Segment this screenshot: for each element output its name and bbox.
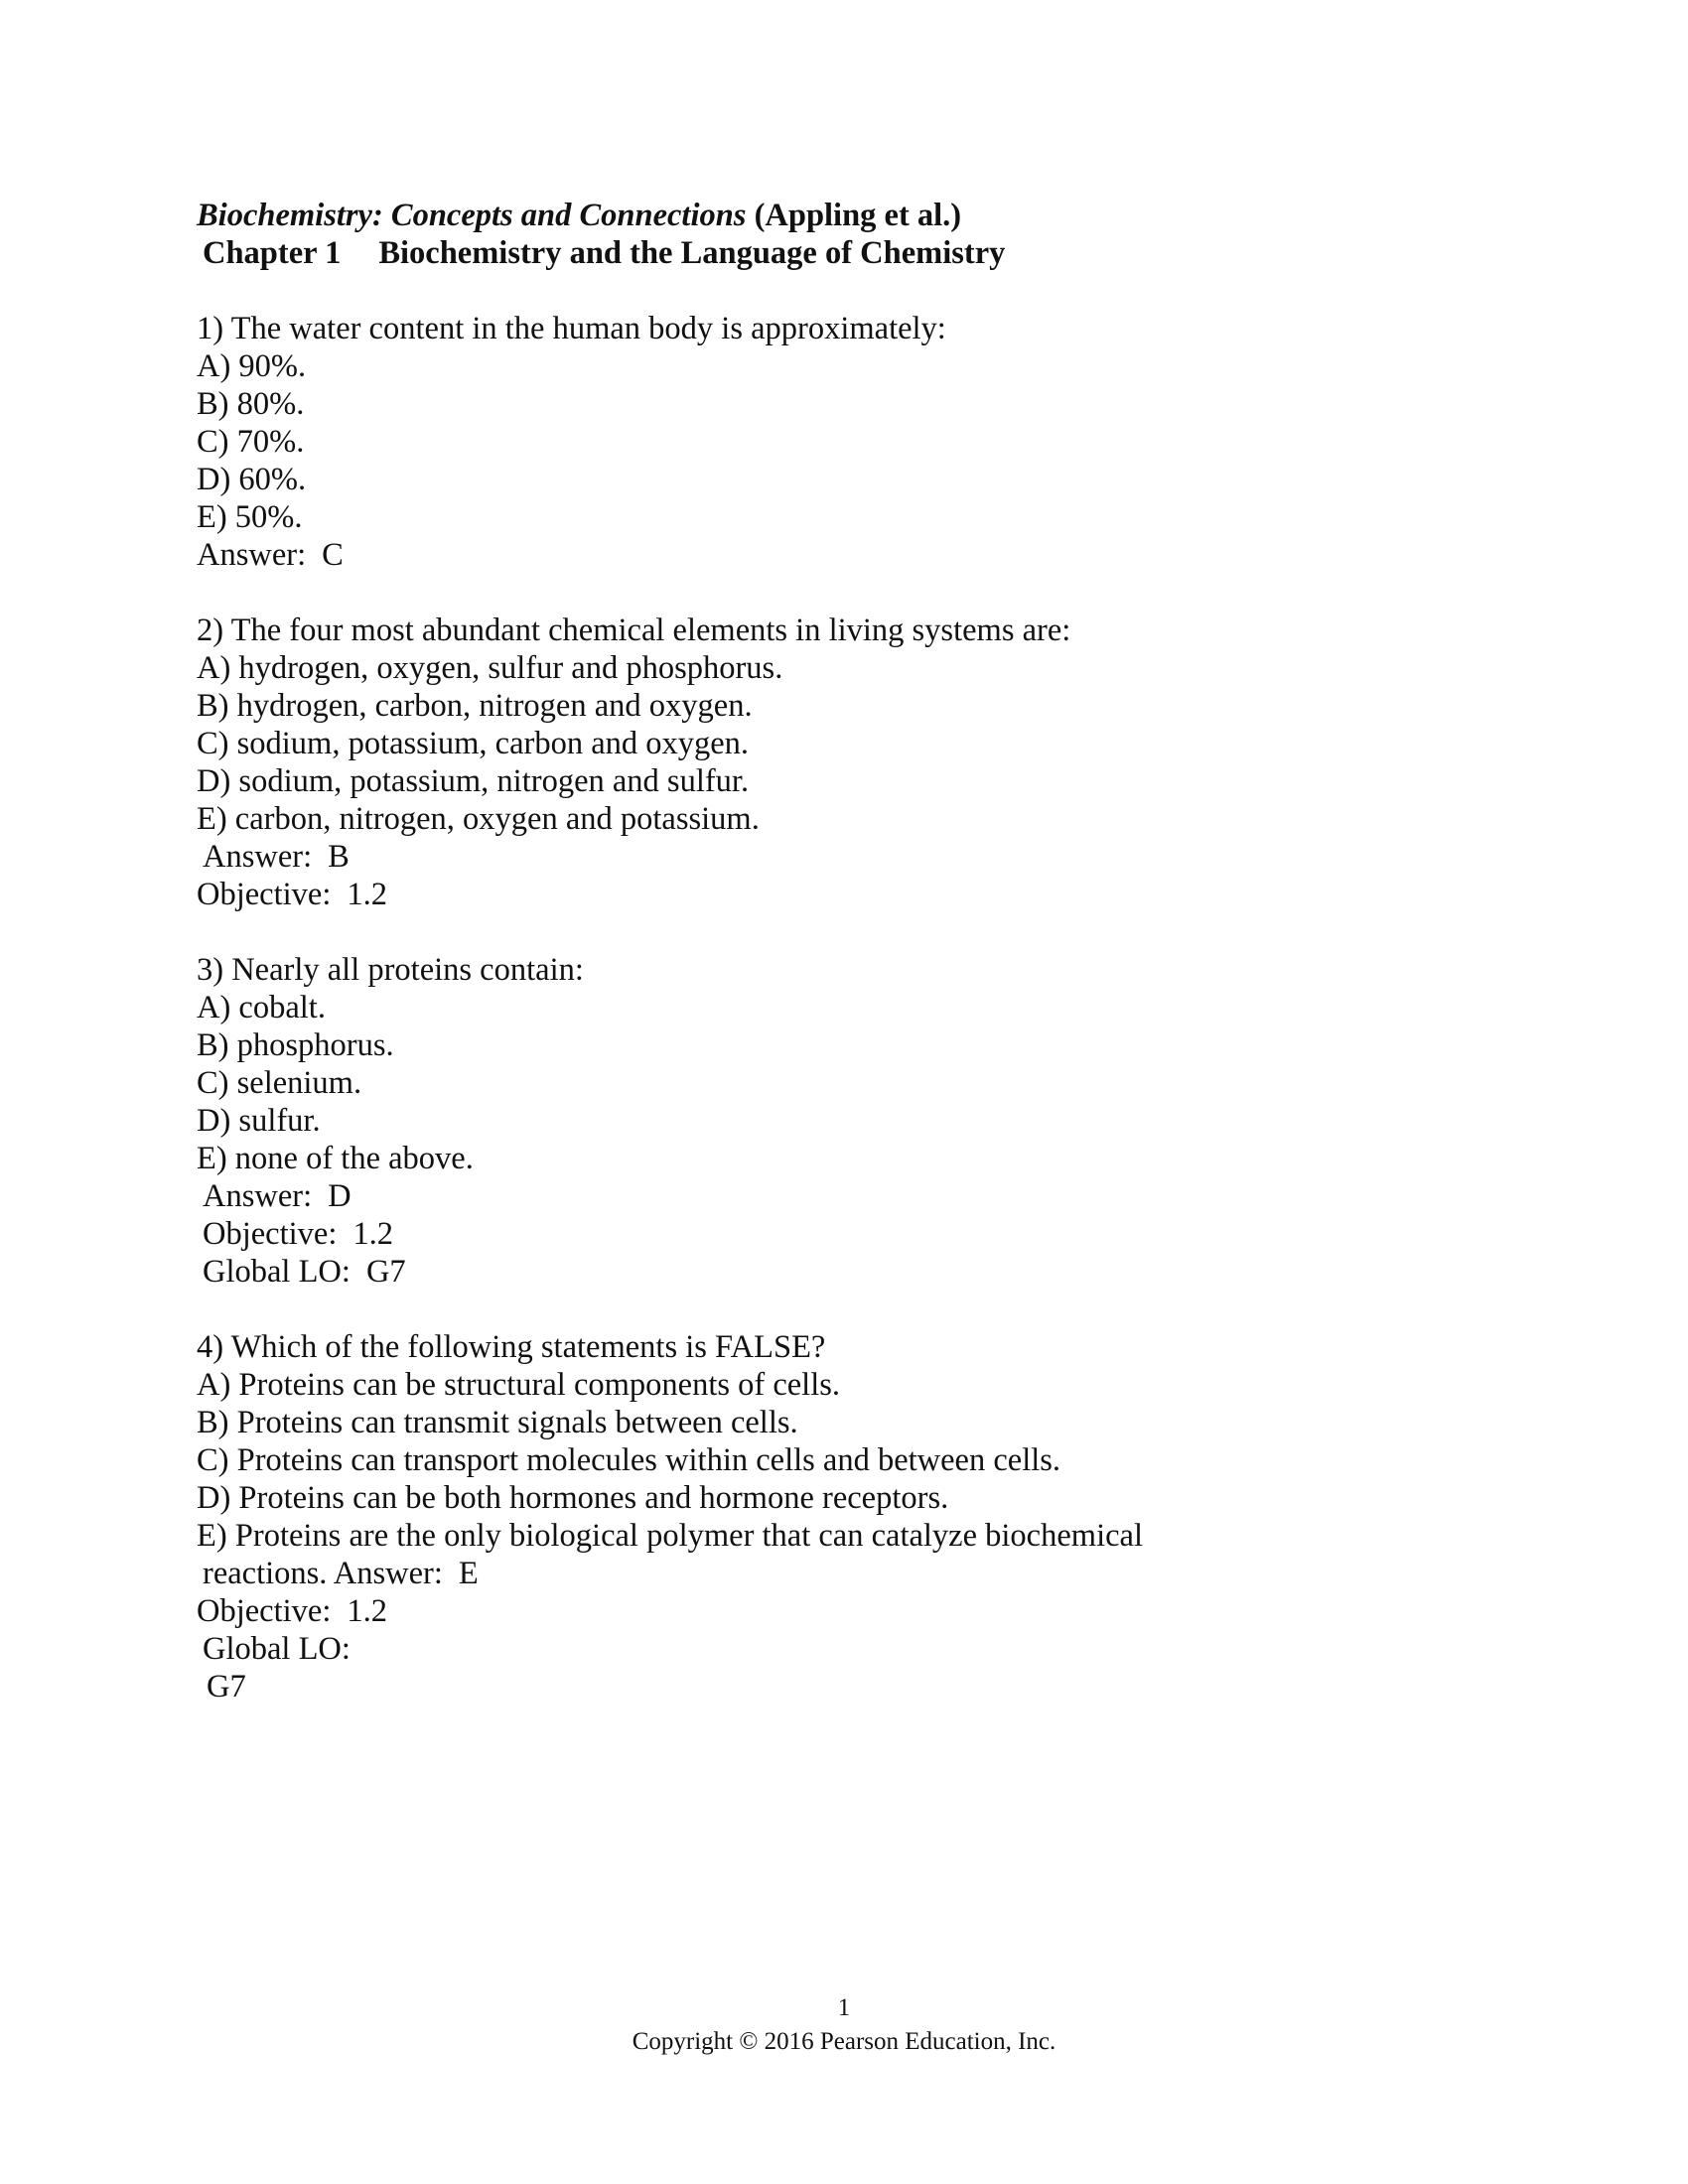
answer-label: Answer: xyxy=(333,1556,443,1591)
question-1 xyxy=(197,310,1487,574)
answer-option: D) sulfur. xyxy=(197,1103,321,1139)
answer-option: E) 50%. xyxy=(197,499,303,535)
answer-option: B) hydrogen, carbon, nitrogen and oxygen. xyxy=(197,688,753,724)
chapter-heading xyxy=(197,234,1487,272)
chapter-label: Chapter 1 xyxy=(203,235,342,271)
answer-value: D xyxy=(328,1178,352,1214)
answer-label: Answer: xyxy=(203,839,313,875)
answer-option: A) 90%. xyxy=(197,348,307,384)
page-content xyxy=(197,197,1487,1706)
page-number: 1 xyxy=(837,1994,851,2021)
answer-line xyxy=(197,1555,1487,1592)
answer-value: E xyxy=(458,1556,479,1591)
answer-option: A) Proteins can be structural components of cells. xyxy=(197,1367,841,1403)
answer-option: B) 80%. xyxy=(197,386,305,422)
objective-value: 1.2 xyxy=(347,1593,387,1629)
objective-line xyxy=(197,876,1487,913)
answer-line xyxy=(197,838,1487,876)
answer-option: A) hydrogen, oxygen, sulfur and phosphorus. xyxy=(197,650,783,686)
global-lo-line xyxy=(197,1253,1487,1291)
question-prompt: 3) Nearly all proteins contain: xyxy=(197,952,584,988)
answer-option: E) none of the above. xyxy=(197,1141,474,1176)
objective-value: 1.2 xyxy=(347,877,387,912)
answer-option: D) 60%. xyxy=(197,462,307,497)
chapter-title: Biochemistry and the Language of Chemistry xyxy=(378,235,1006,271)
global-lo-label: Global LO: xyxy=(203,1631,351,1667)
answer-option: E) Proteins are the only biological polymer that can catalyze biochemical xyxy=(197,1518,1143,1554)
objective-line xyxy=(197,1215,1487,1253)
answer-label: Answer: xyxy=(203,1178,313,1214)
book-title: Biochemistry: Concepts and Connections xyxy=(197,198,747,233)
answer-value: C xyxy=(322,537,344,573)
answer-option: A) cobalt. xyxy=(197,990,326,1025)
answer-value: B xyxy=(328,839,350,875)
answer-option: C) selenium. xyxy=(197,1065,362,1101)
objective-value: 1.2 xyxy=(352,1216,393,1252)
answer-label: Answer: xyxy=(197,537,307,573)
question-prompt: 4) Which of the following statements is FALSE? xyxy=(197,1329,826,1365)
answer-option: C) 70%. xyxy=(197,424,305,460)
answer-line xyxy=(197,536,1487,574)
answer-option: D) Proteins can be both hormones and hormone receptors. xyxy=(197,1480,949,1516)
answer-option: C) sodium, potassium, carbon and oxygen. xyxy=(197,726,750,761)
question-prompt: 1) The water content in the human body is approximately: xyxy=(197,311,946,346)
answer-option: B) Proteins can transmit signals between cells. xyxy=(197,1405,798,1440)
objective-label: Objective: xyxy=(197,877,332,912)
copyright-notice: Copyright © 2016 Pearson Education, Inc. xyxy=(632,2028,1056,2055)
objective-label: Objective: xyxy=(203,1216,338,1252)
answer-option: E) carbon, nitrogen, oxygen and potassium. xyxy=(197,801,760,837)
question-prompt: 2) The four most abundant chemical elements in living systems are: xyxy=(197,613,1071,648)
answer-option: C) Proteins can transport molecules within cells and between cells. xyxy=(197,1442,1061,1478)
question-2 xyxy=(197,612,1487,913)
global-lo-value: G7 xyxy=(207,1669,246,1705)
answer-line xyxy=(197,1177,1487,1215)
answer-option: B) phosphorus. xyxy=(197,1027,394,1063)
book-title-line xyxy=(197,197,1487,234)
global-lo-label: Global LO: xyxy=(203,1254,351,1290)
option-continuation: reactions. xyxy=(203,1556,328,1591)
answer-option: D) sodium, potassium, nitrogen and sulfur. xyxy=(197,763,750,799)
objective-label: Objective: xyxy=(197,1593,332,1629)
book-authors: (Appling et al.) xyxy=(754,198,962,233)
global-lo-value: G7 xyxy=(365,1254,406,1290)
question-4 xyxy=(197,1328,1487,1706)
objective-line xyxy=(197,1592,1487,1630)
question-3 xyxy=(197,951,1487,1291)
